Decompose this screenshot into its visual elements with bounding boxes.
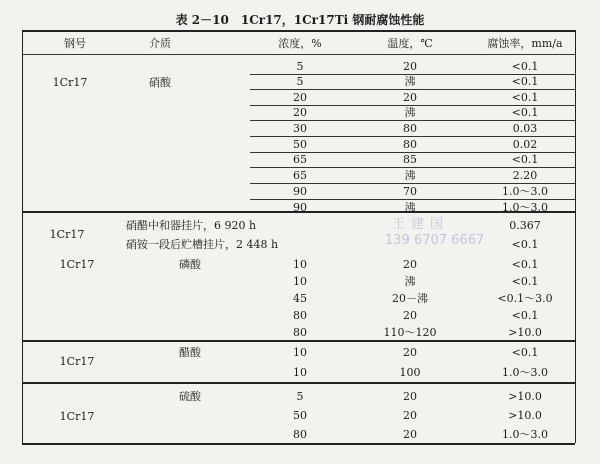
cell: 10 xyxy=(293,366,307,379)
cell: 110～120 xyxy=(383,326,437,339)
cell: 90 xyxy=(293,201,307,214)
cell: 20 xyxy=(403,390,417,403)
cell: 10 xyxy=(293,258,307,271)
row-divider xyxy=(250,136,575,137)
steel-grade: 1Cr17 xyxy=(52,76,88,89)
cell: 70 xyxy=(403,185,417,198)
cell: <0.1 xyxy=(511,106,539,119)
cell: 0.367 xyxy=(509,219,541,232)
medium: 硝酸 xyxy=(149,76,171,89)
cell: 20 xyxy=(403,428,417,441)
cell: 5 xyxy=(296,60,304,73)
cell: 1.0～3.0 xyxy=(502,185,548,198)
table-top-border xyxy=(22,30,575,32)
column-header: 钢号 xyxy=(64,37,86,50)
steel-grade: 1Cr17 xyxy=(59,410,95,423)
cell: 20 xyxy=(293,91,307,104)
cell: 80 xyxy=(293,428,307,441)
cell: 65 xyxy=(293,153,307,166)
cell: 沸 xyxy=(404,169,416,182)
cell: 0.03 xyxy=(512,122,538,135)
cell: >10.0 xyxy=(508,409,542,422)
cell: 20 xyxy=(403,258,417,271)
cell: 沸 xyxy=(404,106,416,119)
cell: 30 xyxy=(293,122,307,135)
cell: 20 xyxy=(403,309,417,322)
table-title: 表 2－10 1Cr17，1Cr17Ti 钢耐腐蚀性能 xyxy=(175,13,425,27)
cell: 80 xyxy=(403,138,417,151)
cell: <0.1 xyxy=(511,258,539,271)
row-divider xyxy=(250,120,575,121)
cell: 1.0～3.0 xyxy=(502,428,548,441)
cell: 0.02 xyxy=(512,138,538,151)
cell: 沸 xyxy=(404,275,416,288)
steel-grade: 1Cr17 xyxy=(49,228,85,241)
cell: 沸 xyxy=(404,201,416,214)
cell: 1.0～3.0 xyxy=(502,366,548,379)
cell: 5 xyxy=(296,390,304,403)
row-divider xyxy=(250,167,575,168)
cell: 80 xyxy=(293,309,307,322)
cell: 80 xyxy=(293,326,307,339)
steel-grade: 1Cr17 xyxy=(59,355,95,368)
cell: 10 xyxy=(293,275,307,288)
row-divider xyxy=(250,89,575,90)
cell: 5 xyxy=(296,75,304,88)
cell: 沸 xyxy=(404,75,416,88)
medium: 磷酸 xyxy=(179,258,201,271)
watermark-name: 王建国 xyxy=(392,217,450,232)
cell: <0.1 xyxy=(511,60,539,73)
table-bottom-border xyxy=(22,443,575,445)
cell: 90 xyxy=(293,185,307,198)
cell: 1.0～3.0 xyxy=(502,201,548,214)
column-header: 浓度，% xyxy=(278,37,322,50)
group-divider xyxy=(22,382,575,384)
cell: >10.0 xyxy=(508,390,542,403)
cell: <0.1 xyxy=(511,346,539,359)
cell: 65 xyxy=(293,169,307,182)
cell: 100 xyxy=(399,366,421,379)
row-divider xyxy=(250,199,575,200)
header-divider xyxy=(22,54,575,55)
cell: <0.1 xyxy=(511,275,539,288)
note: 硝铵一段后贮槽挂片，2 448 h xyxy=(126,238,279,251)
cell: 20 xyxy=(293,106,307,119)
watermark-phone: 139 6707 6667 xyxy=(385,233,485,248)
medium: 硫酸 xyxy=(179,390,201,403)
cell: 45 xyxy=(293,292,307,305)
cell: <0.1 xyxy=(511,75,539,88)
cell: 20－沸 xyxy=(392,292,428,305)
cell: >10.0 xyxy=(508,326,542,339)
medium: 醋酸 xyxy=(179,346,201,359)
column-header: 腐蚀率，mm/a xyxy=(487,37,563,50)
group-divider xyxy=(22,340,575,342)
note: 硝醋中和器挂片，6 920 h xyxy=(126,219,257,232)
cell: 50 xyxy=(293,409,307,422)
cell: 20 xyxy=(403,346,417,359)
cell: 10 xyxy=(293,346,307,359)
cell: 85 xyxy=(403,153,417,166)
cell: <0.1 xyxy=(511,91,539,104)
column-header: 介质 xyxy=(149,37,171,50)
cell: <0.1～3.0 xyxy=(497,292,553,305)
cell: <0.1 xyxy=(511,309,539,322)
steel-grade: 1Cr17 xyxy=(59,258,95,271)
cell: 50 xyxy=(293,138,307,151)
cell: 20 xyxy=(403,60,417,73)
cell: 20 xyxy=(403,91,417,104)
cell: <0.1 xyxy=(511,153,539,166)
cell: 2.20 xyxy=(512,169,538,182)
cell: 80 xyxy=(403,122,417,135)
cell: 20 xyxy=(403,409,417,422)
column-header: 温度，℃ xyxy=(387,37,433,50)
cell: <0.1 xyxy=(511,238,539,251)
row-divider xyxy=(250,183,575,184)
